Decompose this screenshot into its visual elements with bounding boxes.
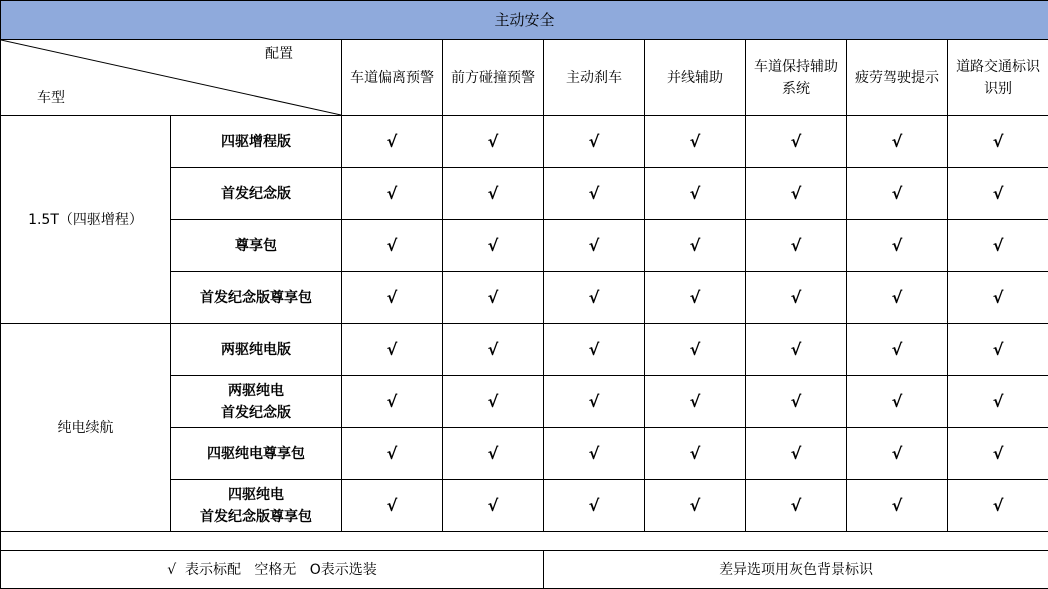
check-mark-cell: √ [645,168,746,220]
check-mark-cell: √ [948,376,1048,428]
check-mark-cell: √ [544,272,645,324]
check-mark-cell: √ [746,272,847,324]
check-mark-cell: √ [544,480,645,532]
check-mark-cell: √ [443,272,544,324]
check-mark-cell: √ [746,168,847,220]
table-row [1,116,1048,168]
check-mark-cell: √ [847,168,948,220]
check-mark-cell: √ [746,480,847,532]
model-group-cell: 纯电续航 [1,324,171,532]
check-mark-cell: √ [746,376,847,428]
feature-header: 车道偏离预警 [342,40,443,116]
check-mark-cell: √ [847,116,948,168]
check-mark-cell: √ [847,376,948,428]
check-mark-cell: √ [847,480,948,532]
check-mark-cell: √ [342,272,443,324]
legend-note: 差异选项用灰色背景标识 [544,551,1048,589]
check-mark-cell: √ [544,220,645,272]
feature-header: 前方碰撞预警 [443,40,544,116]
spacer-cell [1,532,1048,551]
corner-label-model: 车型 [37,87,65,109]
check-mark-cell: √ [746,116,847,168]
check-mark-cell: √ [544,168,645,220]
check-mark-cell: √ [847,220,948,272]
corner-header-cell [1,40,342,116]
header-row [1,40,1048,116]
check-mark-cell: √ [847,324,948,376]
spacer-row [1,532,1048,551]
check-mark-cell: √ [443,220,544,272]
check-mark-cell: √ [544,116,645,168]
check-mark-cell: √ [645,428,746,480]
check-mark-cell: √ [443,324,544,376]
variant-cell: 两驱纯电 首发纪念版 [171,376,342,428]
check-mark-cell: √ [342,428,443,480]
check-mark-cell: √ [443,168,544,220]
check-mark-cell: √ [544,428,645,480]
variant-cell: 四驱纯电 首发纪念版尊享包 [171,480,342,532]
check-mark-cell: √ [847,272,948,324]
check-mark-cell: √ [847,428,948,480]
check-mark-cell: √ [443,428,544,480]
check-mark-cell: √ [645,480,746,532]
check-mark-cell: √ [645,220,746,272]
model-group-cell: 1.5T（四驱增程） [1,116,171,324]
variant-cell: 两驱纯电版 [171,324,342,376]
variant-cell: 尊享包 [171,220,342,272]
check-mark-cell: √ [645,272,746,324]
table-row [1,324,1048,376]
feature-header: 道路交通标识 识别 [948,40,1048,116]
check-mark-cell: √ [645,376,746,428]
check-mark-cell: √ [342,220,443,272]
variant-cell: 首发纪念版尊享包 [171,272,342,324]
check-mark-cell: √ [342,376,443,428]
variant-cell: 四驱增程版 [171,116,342,168]
legend-row [1,551,1048,589]
table-title: 主动安全 [1,1,1048,40]
check-mark-cell: √ [645,116,746,168]
check-mark-cell: √ [948,220,1048,272]
check-mark-cell: √ [948,324,1048,376]
check-mark-cell: √ [948,168,1048,220]
legend-symbols: √ 表示标配 空格无 O表示选装 [1,551,544,589]
check-mark-cell: √ [948,272,1048,324]
check-mark-cell: √ [342,480,443,532]
check-mark-cell: √ [645,324,746,376]
check-mark-cell: √ [443,376,544,428]
title-row [1,1,1048,40]
check-mark-cell: √ [746,220,847,272]
corner-label-config: 配置 [265,43,293,65]
feature-header: 主动刹车 [544,40,645,116]
check-mark-cell: √ [544,324,645,376]
check-mark-cell: √ [746,428,847,480]
feature-header: 并线辅助 [645,40,746,116]
check-mark-cell: √ [948,480,1048,532]
check-mark-cell: √ [342,168,443,220]
feature-header: 疲劳驾驶提示 [847,40,948,116]
feature-header: 车道保持辅助 系统 [746,40,847,116]
variant-cell: 首发纪念版 [171,168,342,220]
check-mark-cell: √ [746,324,847,376]
check-mark-cell: √ [342,116,443,168]
check-mark-cell: √ [443,116,544,168]
check-mark-cell: √ [443,480,544,532]
check-mark-cell: √ [342,324,443,376]
check-mark-cell: √ [948,428,1048,480]
check-mark-cell: √ [544,376,645,428]
check-mark-cell: √ [948,116,1048,168]
variant-cell: 四驱纯电尊享包 [171,428,342,480]
